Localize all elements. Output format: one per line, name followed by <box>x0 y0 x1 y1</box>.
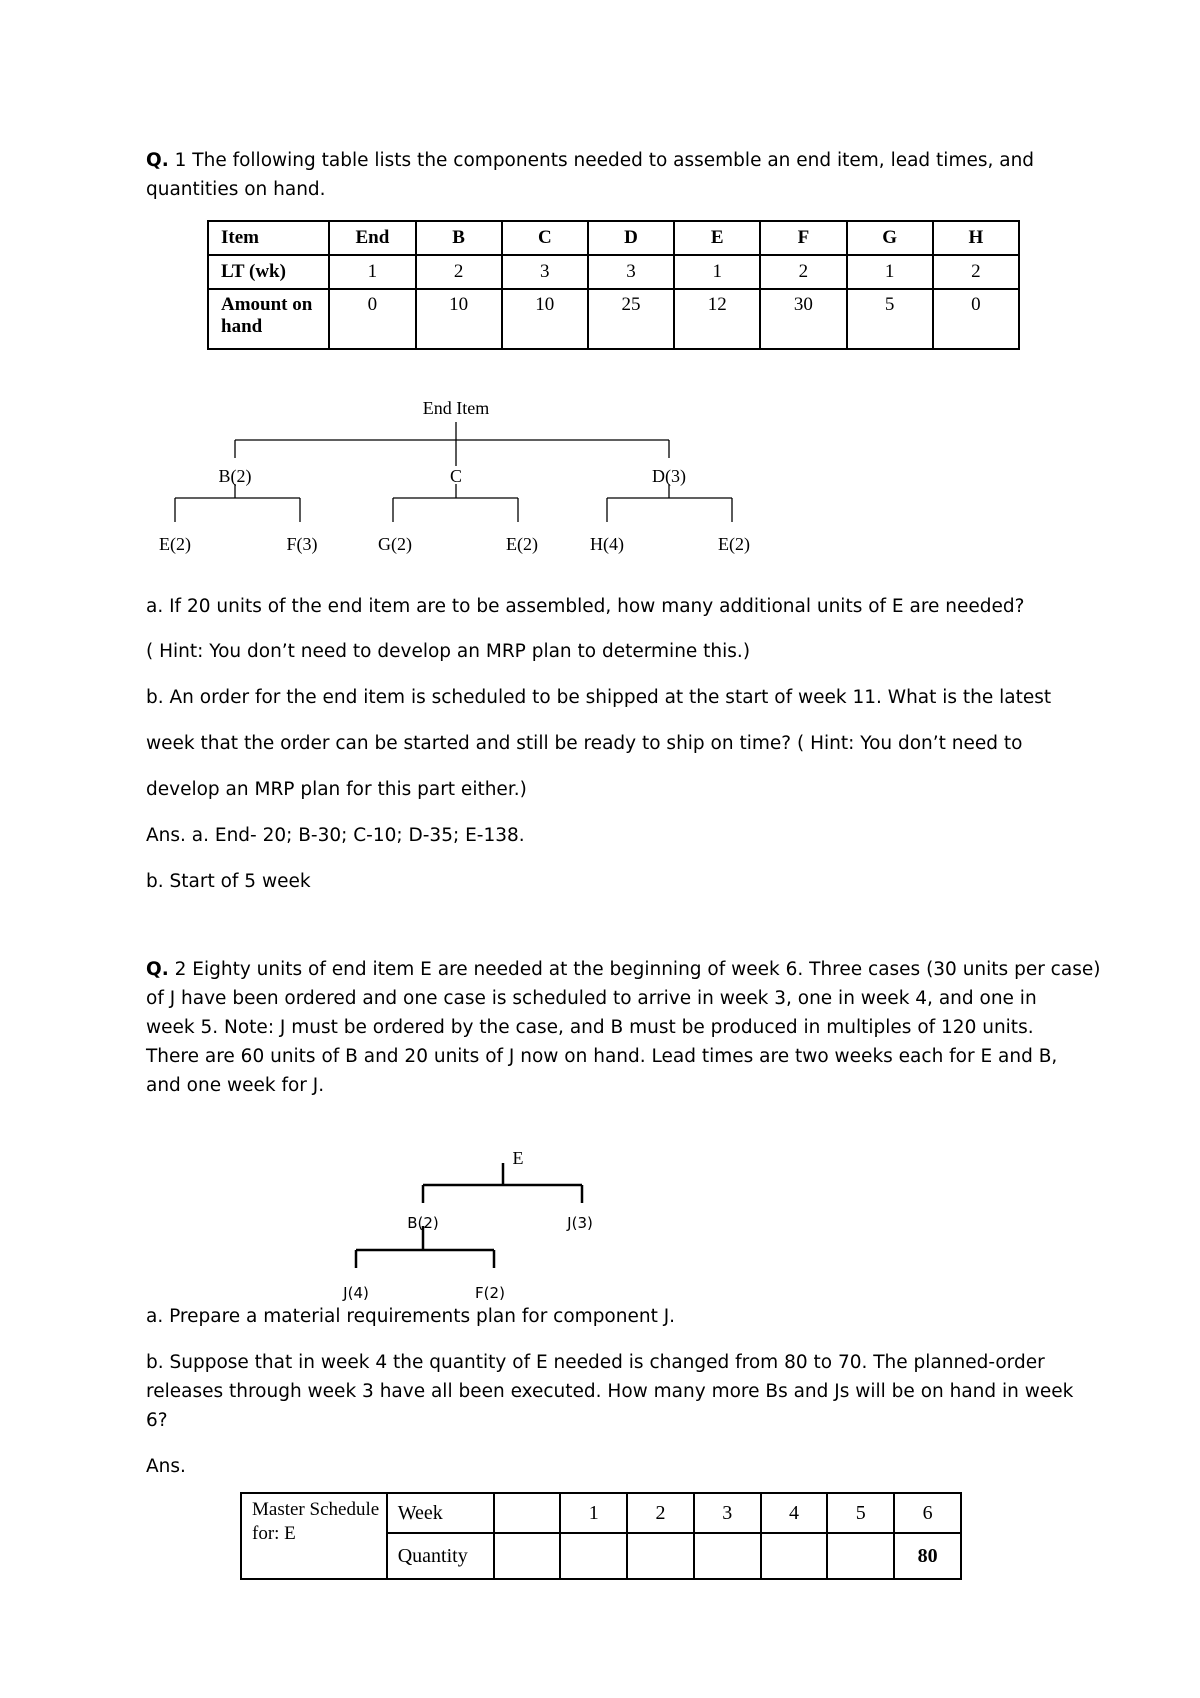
q1-answer-a: Ans. a. End- 20; B-30; C-10; D-35; E-138. <box>146 825 525 846</box>
tree-node-label: J(3) <box>567 1214 593 1232</box>
table-cell: 1 <box>847 255 933 289</box>
q2-question-a: a. Prepare a material requirements plan for component J. <box>146 1306 676 1327</box>
q1-intro-line2: quantities on hand. <box>146 179 326 200</box>
q2-ans-label: Ans. <box>146 1456 186 1477</box>
tree-node-label: B(2) <box>218 466 252 486</box>
quantity-cell <box>827 1533 894 1579</box>
table-cell: 3 <box>502 255 588 289</box>
q2-question-b-line2: releases through week 3 have all been executed. How many more Bs and Js will be on hand in week <box>146 1381 1074 1402</box>
tree-node-label: J(4) <box>343 1284 369 1302</box>
week-label: Week <box>387 1493 494 1533</box>
row-label: LT (wk) <box>208 255 329 289</box>
q1-question-a: a. If 20 units of the end item are to be assembled, how many additional units of E are needed? <box>146 596 1025 617</box>
week-cell: 1 <box>560 1493 627 1533</box>
quantity-cell <box>560 1533 627 1579</box>
table-cell: 10 <box>416 289 502 349</box>
schedule-title: Master Schedule for: E <box>241 1493 387 1579</box>
tree-node-label: B(2) <box>407 1214 439 1232</box>
table-cell: 2 <box>760 255 846 289</box>
tree-node-label: G(2) <box>378 534 412 554</box>
table-cell: 30 <box>760 289 846 349</box>
week-cell <box>494 1493 561 1533</box>
quantity-cell <box>627 1533 694 1579</box>
q1-label: Q. <box>146 150 169 171</box>
q1-hint-a: ( Hint: You don’t need to develop an MRP plan to determine this.) <box>146 641 751 662</box>
header-cell: C <box>502 221 588 255</box>
tree-node-label: F(3) <box>286 534 318 554</box>
quantity-cell <box>761 1533 828 1579</box>
header-cell: G <box>847 221 933 255</box>
header-cell: Item <box>208 221 329 255</box>
q2-intro-line3: week 5. Note: J must be ordered by the case, and B must be produced in multiples of 120 units. <box>146 1017 1034 1038</box>
table-cell: 1 <box>329 255 415 289</box>
week-cell: 4 <box>761 1493 828 1533</box>
quantity-label: Quantity <box>387 1533 494 1579</box>
q2-question-b-line3: 6? <box>146 1410 168 1431</box>
table-cell: 10 <box>502 289 588 349</box>
master-schedule-table <box>240 1492 962 1580</box>
tree-node-label: E(2) <box>506 534 538 554</box>
week-cell: 6 <box>894 1493 961 1533</box>
header-cell: H <box>933 221 1019 255</box>
week-cell: 2 <box>627 1493 694 1533</box>
q2-label: Q. <box>146 959 169 980</box>
table-cell: 2 <box>416 255 502 289</box>
tree-node-label: H(4) <box>590 534 624 554</box>
table-cell: 1 <box>674 255 760 289</box>
q1-question-b-line1: b. An order for the end item is scheduled to be shipped at the start of week 11. What is the latest <box>146 687 1052 708</box>
header-cell: D <box>588 221 674 255</box>
table-cell: 3 <box>588 255 674 289</box>
table-cell: 0 <box>329 289 415 349</box>
header-cell: B <box>416 221 502 255</box>
tree-node-label: E(2) <box>718 534 750 554</box>
q2-intro-line5: and one week for J. <box>146 1075 325 1096</box>
week-cell: 5 <box>827 1493 894 1533</box>
q1-intro-line1: Q. 1 The following table lists the components needed to assemble an end item, lead times, and <box>146 150 1035 171</box>
table-cell: 25 <box>588 289 674 349</box>
q2-question-b-line1: b. Suppose that in week 4 the quantity of E needed is changed from 80 to 70. The planned-order <box>146 1352 1045 1373</box>
table-cell: 12 <box>674 289 760 349</box>
tree-node-label: F(2) <box>475 1284 505 1302</box>
header-cell: End <box>329 221 415 255</box>
q2-intro-line1: Q. 2 Eighty units of end item E are needed at the beginning of week 6. Three cases (30 units per case) <box>146 959 1101 980</box>
tree-node-label: C <box>449 466 463 486</box>
tree-node-label: E(2) <box>159 534 191 554</box>
tree-root-label: E <box>512 1148 524 1168</box>
quantity-cell <box>494 1533 561 1579</box>
header-cell: F <box>760 221 846 255</box>
table-cell: 2 <box>933 255 1019 289</box>
quantity-cell <box>694 1533 761 1579</box>
q2-intro-line2: of J have been ordered and one case is scheduled to arrive in week 3, one in week 4, and one in <box>146 988 1037 1009</box>
q1-question-b-line3: develop an MRP plan for this part either.) <box>146 779 527 800</box>
table-cell: 5 <box>847 289 933 349</box>
q1-answer-b: b. Start of 5 week <box>146 871 311 892</box>
q1-question-b-line2: week that the order can be started and still be ready to ship on time? ( Hint: You don’t need to <box>146 733 1023 754</box>
tree-node-label: D(3) <box>652 466 686 486</box>
header-cell: E <box>674 221 760 255</box>
table-row <box>241 1493 961 1533</box>
q2-intro-line4: There are 60 units of B and 20 units of J now on hand. Lead times are two weeks each for E and B, <box>146 1046 1058 1067</box>
tree-root-label: End Item <box>422 398 490 418</box>
table-cell: 0 <box>933 289 1019 349</box>
quantity-cell: 80 <box>894 1533 961 1579</box>
week-cell: 3 <box>694 1493 761 1533</box>
row-label: Amount on hand <box>208 289 329 349</box>
